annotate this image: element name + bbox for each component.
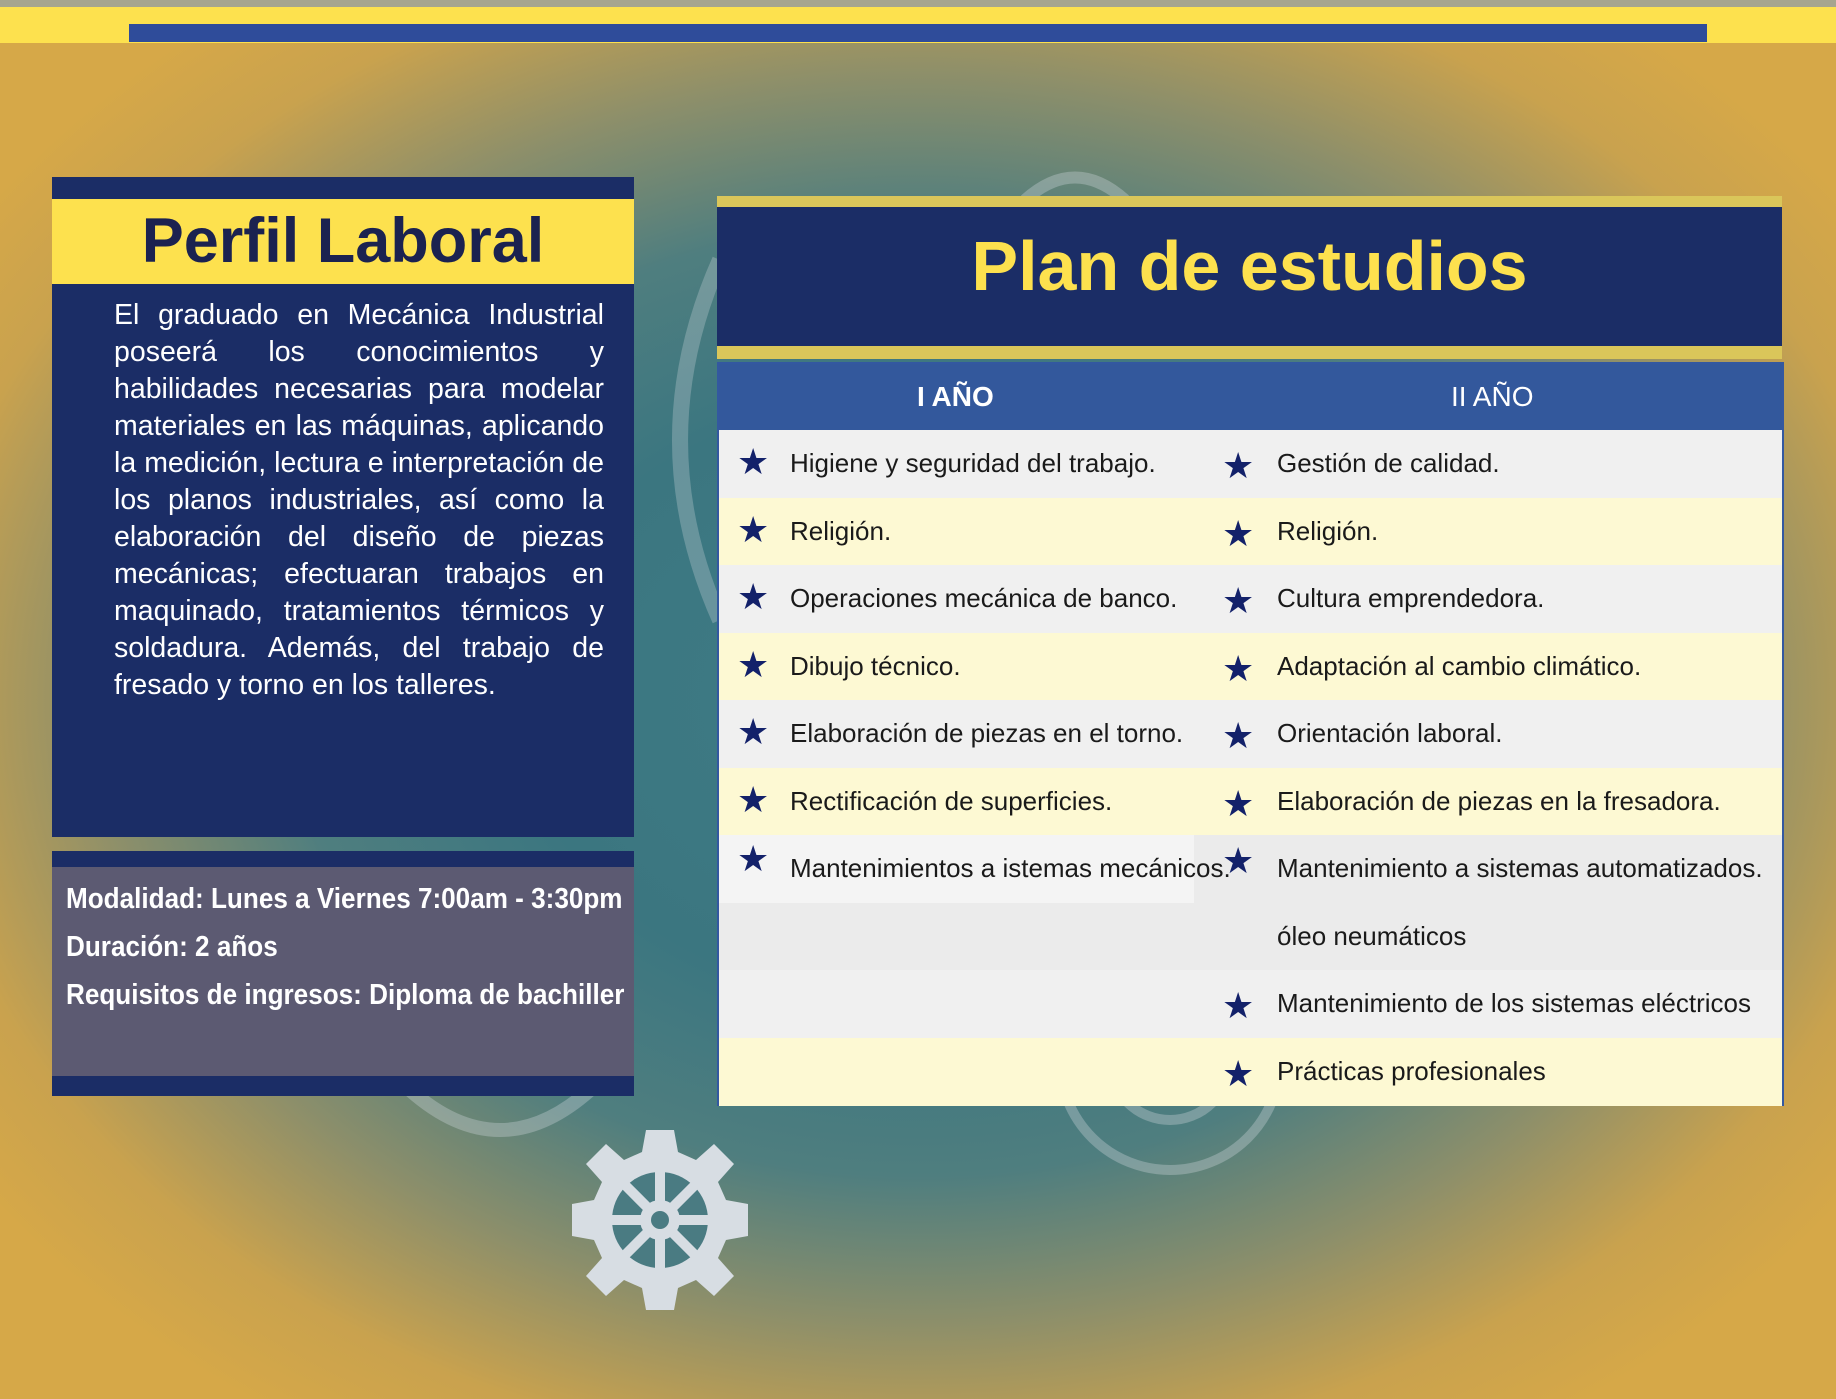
year-2-subject: Prácticas profesionales <box>1277 1055 1546 1086</box>
perfil-description: El graduado en Mecánica Industrial poseerá los conocimientos y habilidades necesarias para modelar materiales en las máquinas, aplicando la medición, lectura e interpretación de los planos industriales, así como la elaboración del diseño de piezas mecánicas; efectuaran trabajos en maquinado, tratamientos térmicos y soldadura. Además, del trabajo de fresado y torno en los talleres. <box>114 299 604 701</box>
table-header-row <box>719 364 1782 430</box>
year-1-empty-cell <box>719 970 1194 1038</box>
year-1-subject: Operaciones mecánica de banco. <box>790 583 1178 613</box>
table-row <box>719 430 1782 498</box>
year-2-subject: Adaptación al cambio climático. <box>1277 650 1642 681</box>
year-2-subject: Gestión de calidad. <box>1277 448 1500 478</box>
star-icon: ★ <box>737 838 770 879</box>
star-icon: ★ <box>737 778 770 820</box>
perfil-title-bar <box>52 199 634 284</box>
modalidad-text: Modalidad: Lunes a Viernes 7:00am - 3:30pm <box>66 883 623 915</box>
year-2-subject: Elaboración de piezas en la fresadora. <box>1277 785 1721 816</box>
info-panel <box>52 851 634 1096</box>
plan-header-bottom-stripe <box>717 346 1782 359</box>
year-1-empty-cell <box>719 1038 1194 1106</box>
table-row <box>719 903 1782 971</box>
year-1-subject: Higiene y seguridad del trabajo. <box>790 448 1156 478</box>
plan-header-top-stripe <box>717 196 1782 207</box>
year-2-subject: óleo neumáticos <box>1277 920 1467 951</box>
table-row <box>719 700 1782 768</box>
column-header-year-1: I AÑO <box>917 381 994 412</box>
info-top-bar <box>52 851 634 867</box>
star-icon: ★ <box>1222 1052 1255 1094</box>
perfil-title: Perfil Laboral <box>141 206 545 276</box>
table-row <box>719 970 1782 1038</box>
year-1-subject: Religión. <box>790 515 892 546</box>
table-row <box>719 835 1782 903</box>
year-1-empty-cell <box>719 903 1194 971</box>
year-2-subject: Religión. <box>1277 515 1379 546</box>
duracion-text: Duración: 2 años <box>66 931 278 963</box>
plan-title: Plan de estudios <box>971 227 1528 305</box>
year-2-subject: Mantenimiento de los sistemas eléctricos <box>1277 988 1751 1018</box>
requisitos-text: Requisitos de ingresos: Diploma de bachiller <box>66 979 625 1011</box>
table-row <box>719 768 1782 836</box>
year-2-subject: Mantenimiento a sistemas automatizados. <box>1277 853 1763 883</box>
star-icon: ★ <box>737 441 770 482</box>
star-icon: ★ <box>1222 647 1255 689</box>
table-row <box>719 565 1782 633</box>
star-icon: ★ <box>1222 782 1255 824</box>
top-bar-blue <box>129 24 1707 42</box>
plan-header <box>717 196 1782 359</box>
top-line <box>0 0 1836 7</box>
star-icon: ★ <box>1222 840 1255 881</box>
star-icon: ★ <box>737 576 770 617</box>
plan-table <box>717 362 1784 1106</box>
info-bottom-bar <box>52 1076 634 1096</box>
perfil-laboral-panel <box>52 177 634 837</box>
star-icon: ★ <box>1222 445 1255 486</box>
table-row <box>719 498 1782 566</box>
year-2-subject: Orientación laboral. <box>1277 718 1503 748</box>
table-row <box>719 633 1782 701</box>
star-icon: ★ <box>737 711 770 752</box>
table-row <box>719 1038 1782 1106</box>
star-icon: ★ <box>1222 512 1255 554</box>
year-1-subject: Rectificación de superficies. <box>790 785 1113 816</box>
year-1-subject: Mantenimientos a istemas mecánicos. <box>790 853 1231 883</box>
star-icon: ★ <box>1222 715 1255 756</box>
gear-icon <box>1020 155 1130 200</box>
star-icon: ★ <box>1222 580 1255 621</box>
year-1-subject: Elaboración de piezas en el torno. <box>790 718 1184 748</box>
year-1-subject: Dibujo técnico. <box>790 650 961 681</box>
year-2-subject: Cultura emprendedora. <box>1277 583 1545 613</box>
star-icon: ★ <box>737 643 770 685</box>
star-icon: ★ <box>737 508 770 550</box>
column-header-year-2: II AÑO <box>1451 381 1534 412</box>
star-icon: ★ <box>1222 985 1255 1026</box>
